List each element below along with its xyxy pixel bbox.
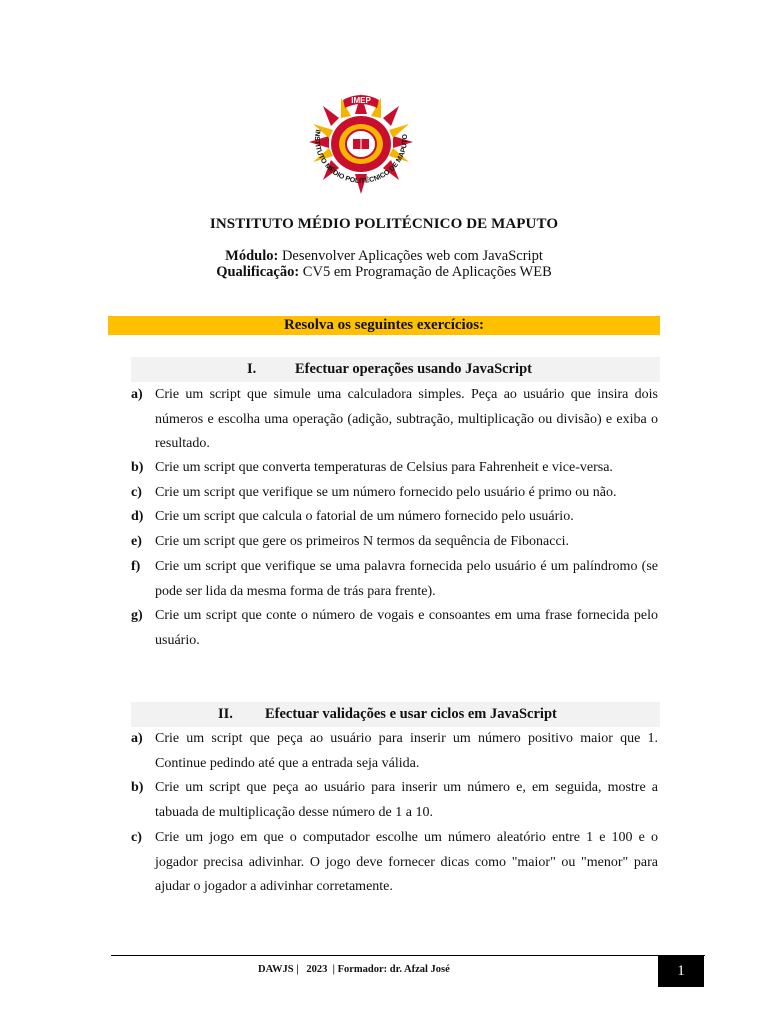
exercise-item — [131, 604, 658, 653]
module-line — [0, 248, 768, 264]
item-label: c) — [131, 485, 142, 500]
item-text: Crie um script que peça ao usuário para inserir um número positivo maior que 1. Continue pedindo até que a entrada seja válida. — [155, 731, 658, 771]
item-text: Crie um script que verifique se um número fornecido pelo usuário é primo ou não. — [155, 485, 617, 500]
section-number: II. — [218, 706, 233, 722]
exercise-item — [131, 555, 658, 604]
footer-rule — [111, 955, 705, 956]
section-title: Efectuar operações usando JavaScript — [295, 361, 532, 377]
qualification-line — [0, 264, 768, 280]
module-value: Desenvolver Aplicações web com JavaScript — [281, 248, 543, 264]
exercise-item — [131, 505, 658, 530]
exercise-item — [131, 456, 658, 481]
item-label: d) — [131, 509, 144, 524]
exercise-item — [131, 383, 658, 457]
page-number: 1 — [658, 955, 704, 987]
item-text: Crie um script que conte o número de vogais e consoantes em uma frase fornecida pelo usuário. — [155, 608, 658, 648]
section-heading — [131, 357, 660, 382]
item-text: Crie um script que gere os primeiros N termos da sequência de Fibonacci. — [155, 534, 570, 549]
item-label: b) — [131, 780, 144, 795]
course-info — [0, 248, 768, 280]
instructions-banner: Resolva os seguintes exercícios: — [108, 316, 660, 335]
exercise-item — [131, 530, 658, 555]
institution-title: INSTITUTO MÉDIO POLITÉCNICO DE MAPUTO — [209, 216, 559, 232]
item-label: a) — [131, 731, 143, 746]
exercise-item — [131, 481, 658, 506]
item-text: Crie um script que verifique se uma palavra fornecida pelo usuário é um palíndromo (se pode ser lida da mesma forma de trás para frente). — [155, 559, 658, 599]
exercise-item — [131, 776, 658, 825]
qualification-value: CV5 em Programação de Aplicações WEB — [302, 264, 552, 280]
item-text: Crie um script que peça ao usuário para inserir um número e, em seguida, mostre a tabuada de multiplicação desse número de 1 a 10. — [155, 780, 658, 820]
item-text: Crie um script que simule uma calculadora simples. Peça ao usuário que insira dois números e escolha uma operação (adição, subtração, multiplicação ou divisão) e exiba o resultado. — [155, 387, 658, 451]
section-number: I. — [247, 361, 257, 377]
section-title: Efectuar validações e usar ciclos em JavaScript — [265, 706, 557, 722]
item-label: g) — [131, 608, 143, 623]
qualification-label: Qualificação: — [216, 264, 300, 280]
module-label: Módulo: — [225, 248, 279, 264]
item-text: Crie um script que converta temperaturas de Celsius para Fahrenheit e vice-versa. — [155, 460, 613, 475]
item-label: a) — [131, 387, 143, 402]
item-label: c) — [131, 830, 142, 845]
item-text: Crie um script que calcula o fatorial de um número fornecido pelo usuário. — [155, 509, 574, 524]
imep-logo — [301, 86, 421, 198]
exercise-item — [131, 826, 658, 900]
exercise-item — [131, 727, 658, 776]
logo-label: IMEP — [351, 96, 371, 105]
footer-text: DAWJS | 2023 | Formador: dr. Afzal José — [258, 964, 450, 975]
section-heading — [131, 702, 660, 727]
item-label: f) — [131, 559, 141, 574]
item-label: e) — [131, 534, 142, 549]
item-text: Crie um jogo em que o computador escolhe um número aleatório entre 1 e 100 e o jogador precisa adivinhar. O jogo deve fornecer dicas como "maior" ou "menor" para ajudar o jogador a adivinhar corretamente. — [155, 830, 658, 894]
item-label: b) — [131, 460, 144, 475]
logo-ring-text: INSTITUTO MÉDIO POLITÉCNICO DE MAPUTO — [312, 128, 410, 185]
